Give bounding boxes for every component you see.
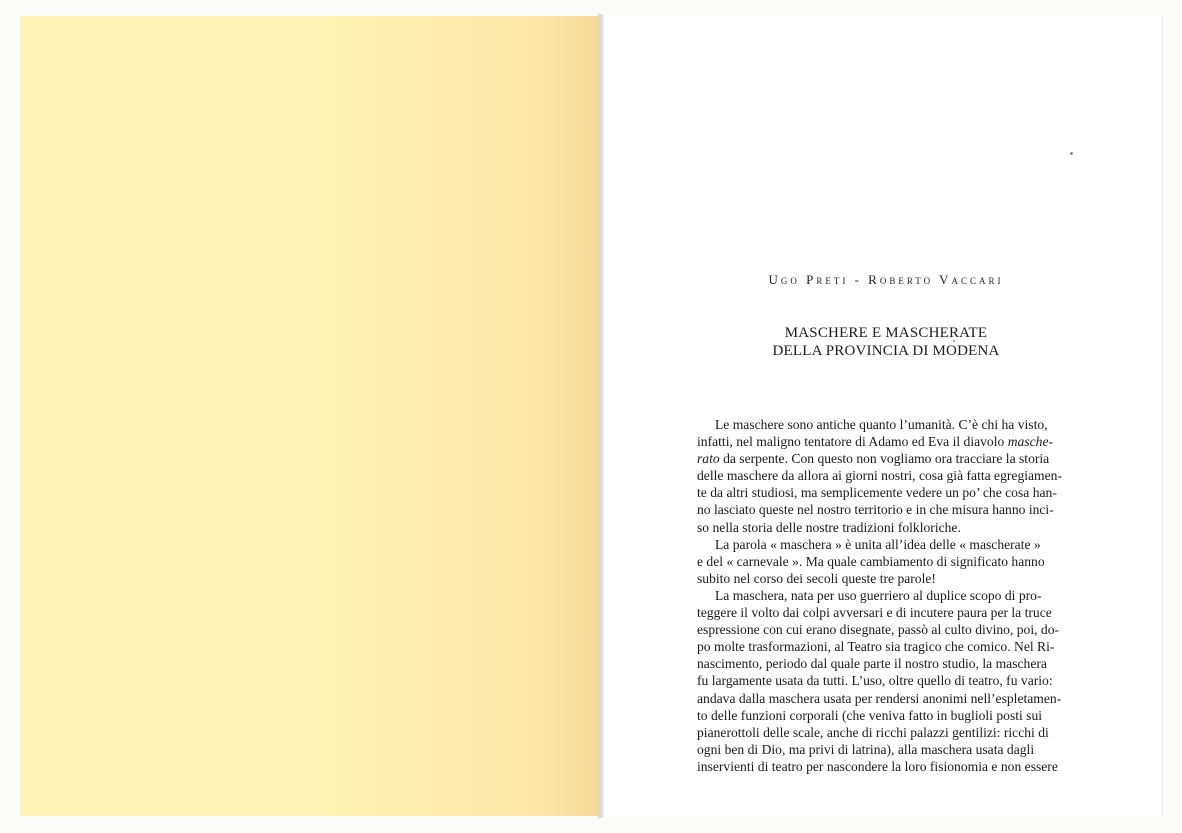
body-line: La maschera, nata per uso guerriero al duplice scopo di pro- <box>715 587 1042 603</box>
body-line: teggere il volto dai colpi avversari e di incutere paura per la truce <box>697 605 1052 621</box>
body-line: no lasciato queste nel nostro territorio e in che misura hanno inci- <box>697 502 1054 518</box>
body-line: La parola « maschera » è unita all’idea delle « mascherate » <box>715 536 1041 552</box>
left-page-blank <box>20 16 598 816</box>
body-line: te da altri studiosi, ma semplicemente vedere un po’ che cosa han- <box>697 485 1057 501</box>
body-line: infatti, nel maligno tentatore di Adamo ed Eva il diavolo masche- <box>697 434 1053 450</box>
body-paragraph <box>697 416 1062 536</box>
right-page <box>604 16 1163 816</box>
article-body <box>697 416 1062 775</box>
title-line-2: DELLA PROVINCIA DI MODENA <box>772 343 1000 359</box>
body-line: ogni ben di Dio, ma privi di latrina), alla maschera usata dagli <box>697 741 1035 757</box>
body-line: so nella storia delle nostre tradizioni folkloriche. <box>697 519 961 535</box>
paper-speck <box>1070 152 1073 155</box>
body-line: delle maschere da allora ai giorni nostri, cosa già fatta egregiamen- <box>697 468 1062 484</box>
body-line: po molte trasformazioni, al Teatro sia tragico che comico. Nel Ri- <box>697 639 1055 655</box>
body-line: andava dalla maschera usata per rendersi anonimi nell’espletamen- <box>697 690 1062 706</box>
body-paragraph <box>697 536 1045 587</box>
body-paragraph <box>697 587 1062 775</box>
authors-line: Ugo Preti - Roberto Vaccari <box>768 272 1004 287</box>
body-line: rato da serpente. Con questo non vogliamo ora tracciare la storia <box>697 451 1050 467</box>
body-line: nascimento, periodo dal quale parte il nostro studio, la maschera <box>697 656 1047 672</box>
body-line: subito nel corso dei secoli queste tre parole! <box>697 570 936 586</box>
body-line: inservienti di teatro per nascondere la loro fisionomia e non essere <box>697 758 1058 774</box>
body-line: Le maschere sono antiche quanto l’umanità. C’è chi ha visto, <box>715 417 1048 432</box>
title-line-1: MASCHERE E MASCHERATE <box>784 325 988 341</box>
article-title <box>610 324 1162 360</box>
body-line: e del « carnevale ». Ma quale cambiamento di significato hanno <box>697 553 1045 569</box>
body-line: to delle funzioni corporali (che veniva fatto in buglioli posti sui <box>697 707 1043 723</box>
body-line: espressione con cui erano disegnate, passò al culto divino, poi, do- <box>697 622 1060 638</box>
body-line: fu largamente usata da tutti. L’uso, oltre quello di teatro, fu vario: <box>697 673 1053 689</box>
body-line: pianerottoli delle scale, anche di ricchi palazzi gentilizi: ricchi di <box>697 724 1049 740</box>
